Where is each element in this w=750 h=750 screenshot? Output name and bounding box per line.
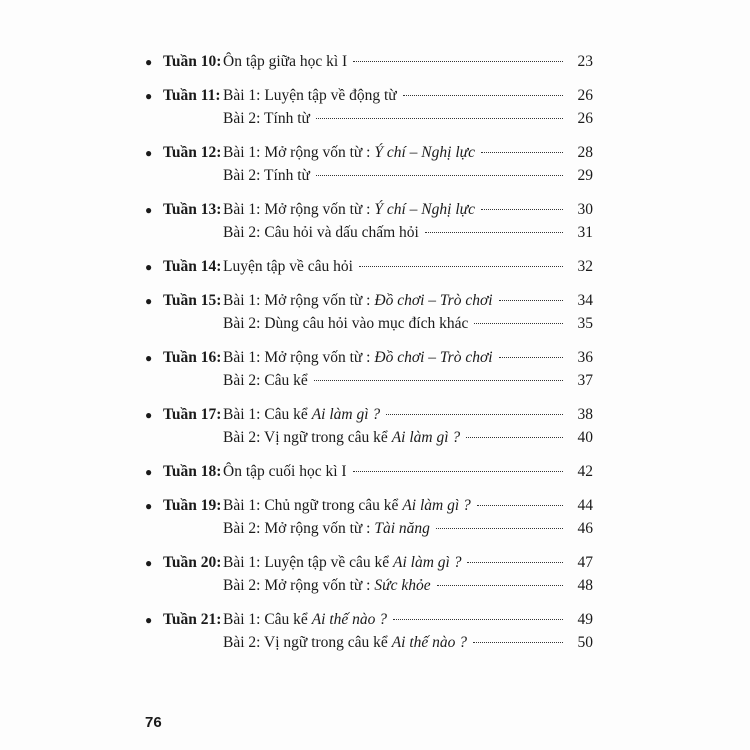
toc-entry [145, 551, 593, 574]
dot-leader [466, 437, 563, 438]
entry-title [223, 164, 310, 187]
entry-title-text: Bài 2: Vị ngữ trong câu kể [223, 634, 392, 651]
toc-week [145, 141, 593, 187]
entry-title-italic: Sức khỏe [374, 577, 431, 594]
entry-page-number: 42 [577, 463, 593, 480]
toc-entry [145, 84, 593, 107]
entry-title-text: Bài 2: Câu hỏi và dấu chấm hỏi [223, 224, 419, 241]
entry-title-text: Ôn tập cuối học kì I [223, 463, 347, 480]
entry-title-text: Bài 2: Dùng câu hỏi vào mục đích khác [223, 315, 469, 332]
dot-leader [499, 357, 563, 358]
toc-entry [145, 107, 593, 130]
entry-title [223, 84, 397, 107]
entry-title-text: Bài 2: Câu kể [223, 372, 308, 389]
bullet-icon: ● [145, 499, 153, 513]
entry-title-italic: Ai thế nào ? [391, 634, 468, 651]
bullet-icon: ● [145, 613, 153, 627]
week-label: Tuần 14: [163, 258, 222, 275]
toc-entry [145, 369, 593, 392]
toc-entry [145, 255, 593, 278]
entry-title [223, 198, 475, 221]
bullet-icon: ● [145, 556, 153, 570]
entry-page-number: 26 [577, 110, 593, 127]
toc-entry [145, 141, 593, 164]
entry-title [223, 221, 419, 244]
dot-leader [481, 152, 563, 153]
dot-leader [314, 380, 563, 381]
toc-entry [145, 517, 593, 540]
entry-title [223, 312, 468, 335]
bullet-icon: ● [145, 203, 153, 217]
entry-title-text: Bài 1: Chủ ngữ trong câu kể [223, 497, 403, 514]
entry-title-italic: Ai làm gì ? [311, 406, 381, 423]
toc-week [145, 84, 593, 130]
entry-title-italic: Ai làm gì ? [393, 554, 462, 571]
week-label: Tuần 18: [163, 463, 222, 480]
entry-page-number: 26 [577, 87, 593, 104]
entry-title [223, 50, 347, 73]
entry-title-italic: Ý chí – Nghị lực [374, 144, 475, 161]
entry-page-number: 23 [577, 53, 593, 70]
entry-title-italic: Ý chí – Nghị lực [374, 201, 475, 218]
entry-title-text: Bài 2: Tính từ [223, 167, 310, 184]
toc-entry [145, 460, 593, 483]
entry-title [223, 460, 347, 483]
bullet-icon: ● [145, 408, 153, 422]
dot-leader [474, 323, 563, 324]
entry-page-number: 40 [577, 429, 593, 446]
dot-leader [425, 232, 563, 233]
entry-page-number: 50 [577, 634, 593, 651]
bullet-icon: ● [145, 465, 153, 479]
dot-leader [316, 175, 563, 176]
entry-page-number: 36 [577, 349, 593, 366]
dot-leader [403, 95, 563, 96]
entry-title-text: Bài 1: Câu kể [223, 611, 312, 628]
entry-title [223, 574, 431, 597]
entry-title-text: Bài 1: Câu kể [223, 406, 312, 423]
entry-page-number: 32 [577, 258, 593, 275]
entry-title [223, 107, 310, 130]
week-label: Tuần 20: [163, 554, 222, 571]
week-label: Tuần 11: [163, 87, 221, 104]
dot-leader [436, 528, 563, 529]
toc-entry [145, 164, 593, 187]
toc-entry [145, 403, 593, 426]
entry-page-number: 37 [577, 372, 593, 389]
entry-title-italic: Ai làm gì ? [391, 429, 461, 446]
toc-week [145, 289, 593, 335]
week-label: Tuần 21: [163, 611, 222, 628]
entry-title [223, 346, 493, 369]
dot-leader [316, 118, 563, 119]
toc-week [145, 460, 593, 483]
entry-page-number: 46 [577, 520, 593, 537]
toc-week [145, 50, 593, 73]
entry-page-number: 38 [577, 406, 593, 423]
bullet-icon: ● [145, 260, 153, 274]
entry-title-text: Bài 1: Mở rộng vốn từ : [223, 201, 375, 218]
entry-title [223, 494, 471, 517]
dot-leader [499, 300, 563, 301]
entry-title-text: Bài 1: Mở rộng vốn từ : [223, 349, 375, 366]
entry-title-text: Bài 1: Mở rộng vốn từ : [223, 144, 375, 161]
dot-leader [467, 562, 563, 563]
toc-week [145, 551, 593, 597]
entry-title [223, 517, 430, 540]
week-label: Tuần 12: [163, 144, 222, 161]
entry-title-text: Bài 1: Mở rộng vốn từ : [223, 292, 375, 309]
entry-title [223, 631, 467, 654]
entry-page-number: 48 [577, 577, 593, 594]
page-number: 76 [145, 714, 162, 731]
dot-leader [481, 209, 563, 210]
entry-page-number: 28 [577, 144, 593, 161]
toc-week [145, 494, 593, 540]
dot-leader [353, 61, 563, 62]
toc-entry [145, 289, 593, 312]
toc-week [145, 198, 593, 244]
bullet-icon: ● [145, 55, 153, 69]
toc-entry [145, 608, 593, 631]
entry-title-text: Bài 2: Tính từ [223, 110, 310, 127]
entry-title-text: Bài 2: Mở rộng vốn từ : [223, 520, 375, 537]
dot-leader [437, 585, 563, 586]
entry-title [223, 369, 308, 392]
entry-page-number: 44 [577, 497, 593, 514]
entry-title-text: Luyện tập về câu hỏi [223, 258, 353, 275]
bullet-icon: ● [145, 146, 153, 160]
week-label: Tuần 17: [163, 406, 222, 423]
toc-entry [145, 50, 593, 73]
dot-leader [393, 619, 563, 620]
dot-leader [477, 505, 563, 506]
table-of-contents [145, 50, 593, 665]
toc-week [145, 346, 593, 392]
entry-title-italic: Đồ chơi – Trò chơi [374, 349, 493, 366]
toc-week [145, 608, 593, 654]
dot-leader [473, 642, 563, 643]
entry-title [223, 141, 475, 164]
dot-leader [386, 414, 563, 415]
toc-entry [145, 198, 593, 221]
toc-week [145, 403, 593, 449]
toc-entry [145, 426, 593, 449]
entry-title-text: Bài 1: Luyện tập về câu kể [223, 554, 394, 571]
toc-entry [145, 312, 593, 335]
entry-page-number: 35 [577, 315, 593, 332]
bullet-icon: ● [145, 351, 153, 365]
entry-page-number: 34 [577, 292, 593, 309]
entry-page-number: 29 [577, 167, 593, 184]
week-label: Tuần 15: [163, 292, 222, 309]
entry-title-italic: Đồ chơi – Trò chơi [374, 292, 493, 309]
bullet-icon: ● [145, 89, 153, 103]
entry-title [223, 289, 493, 312]
week-label: Tuần 19: [163, 497, 222, 514]
entry-title-text: Bài 1: Luyện tập về động từ [223, 87, 397, 104]
toc-week [145, 255, 593, 278]
toc-entry [145, 346, 593, 369]
dot-leader [359, 266, 563, 267]
entry-page-number: 30 [577, 201, 593, 218]
week-label: Tuần 10: [163, 53, 222, 70]
toc-entry [145, 631, 593, 654]
entry-title-italic: Ai thế nào ? [311, 611, 388, 628]
entry-title-text: Bài 2: Vị ngữ trong câu kể [223, 429, 392, 446]
entry-title [223, 608, 387, 631]
entry-title [223, 255, 353, 278]
toc-entry [145, 494, 593, 517]
entry-title [223, 403, 380, 426]
entry-title-text: Ôn tập giữa học kì I [223, 53, 348, 70]
entry-page-number: 31 [577, 224, 593, 241]
entry-title [223, 426, 460, 449]
bullet-icon: ● [145, 294, 153, 308]
toc-entry [145, 221, 593, 244]
entry-title [223, 551, 461, 574]
dot-leader [353, 471, 563, 472]
toc-entry [145, 574, 593, 597]
week-label: Tuần 13: [163, 201, 222, 218]
entry-title-italic: Tài năng [374, 520, 430, 537]
entry-title-text: Bài 2: Mở rộng vốn từ : [223, 577, 375, 594]
week-label: Tuần 16: [163, 349, 222, 366]
entry-page-number: 47 [577, 554, 593, 571]
entry-title-italic: Ai làm gì ? [402, 497, 471, 514]
entry-page-number: 49 [577, 611, 593, 628]
